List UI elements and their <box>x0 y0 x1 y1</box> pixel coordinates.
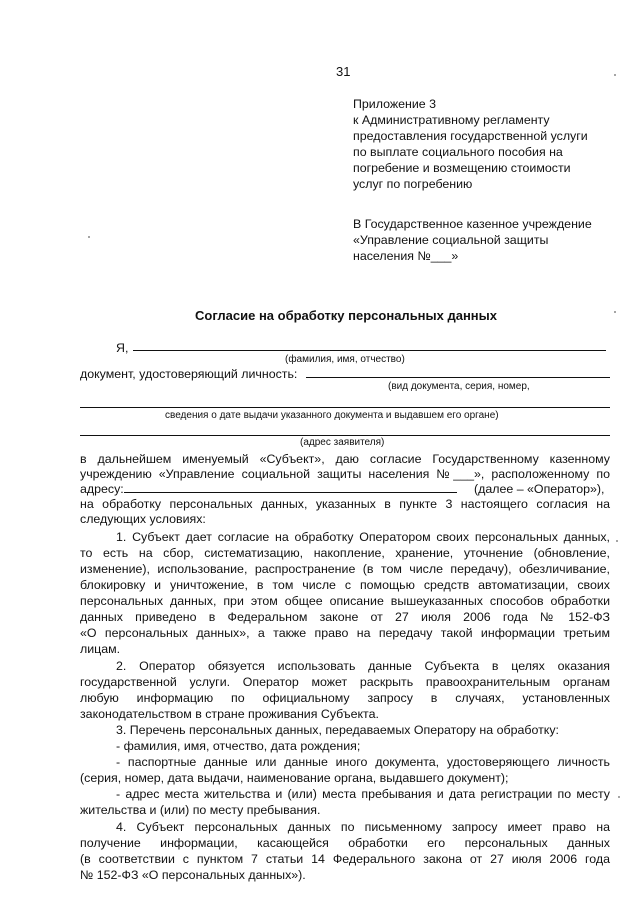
document-title: Согласие на обработку персональных данных <box>194 308 497 323</box>
appendix-line: по выплате социального пособия на <box>353 145 563 159</box>
doc-field[interactable] <box>306 377 610 378</box>
ya-label: Я, <box>116 341 129 355</box>
addressee-line: «Управление социальной защиты <box>353 233 549 247</box>
p1-line: изменение), использование, распространение (в том числе передачу), обезличивание, <box>80 562 610 576</box>
p1-line: персональных данных, при этом общее описание вышеуказанных способов обработки <box>80 594 610 608</box>
scan-speck <box>614 74 616 76</box>
address-field[interactable] <box>80 435 610 436</box>
p3-line: - адрес места жительства и (или) места пребывания и дата регистрации по месту <box>116 787 610 801</box>
scan-speck <box>616 540 618 542</box>
issue-caption: сведения о дате выдачи указанного документа и выдавшем его органе) <box>165 410 499 421</box>
p1-line: «О персональных данных», а также право на передачу такой информации третьим <box>80 626 610 640</box>
p2-line: государственной услуги. Оператор может раскрыть правоохранительным органам <box>80 675 610 689</box>
p4-line: 4. Субъект персональных данных по письменному запросу имеет право на <box>116 820 610 834</box>
address-suffix: (далее – «Оператор»), <box>474 482 605 496</box>
p4-line: получение информации, касающейся обработки его персональных данных <box>80 836 610 850</box>
p2-line: законодательством в стране проживания Субъекта. <box>80 707 379 721</box>
doc-label: документ, удостоверяющий личность: <box>80 367 298 381</box>
p3-line: жительства и (или) по месту пребывания. <box>80 803 321 817</box>
intro-line: на обработку персональных данных, указанных в пункте 3 настоящего согласия на <box>80 497 610 511</box>
p2-line: любую информацию по официальному запросу в случаях, установленных <box>80 691 610 705</box>
p1-line: блокировку и уничтожение, в том числе с помощью средств автоматизации, своих <box>80 578 610 592</box>
p1-line: 1. Субъект дает согласие на обработку Оператором своих персональных данных, <box>116 530 610 544</box>
scan-speck <box>88 236 90 238</box>
appendix-line: услуг по погребению <box>353 177 473 191</box>
addressee-line: населения №___» <box>353 249 459 263</box>
appendix-line: Приложение 3 <box>353 97 437 111</box>
scan-speck <box>614 311 616 313</box>
appendix-line: погребение и возмещению стоимости <box>353 161 571 175</box>
address-caption: (адрес заявителя) <box>300 437 385 448</box>
p3-line: - фамилия, имя, отчество, дата рождения; <box>116 739 361 753</box>
p4-line: № 152-ФЗ «О персональных данных»). <box>80 868 306 882</box>
intro-line: учреждению «Управление социальной защиты населения №___», расположенному по <box>80 467 610 481</box>
fio-field[interactable] <box>133 350 606 351</box>
doc-caption: (вид документа, серия, номер, <box>388 381 530 392</box>
p3-line: - паспортные данные или данные иного документа, удостоверяющего личность <box>116 755 610 769</box>
intro-line: в дальнейшем именуемый «Субъект», даю согласие Государственному казенному <box>80 452 610 466</box>
p4-line: (в соответствии с пунктом 7 статьи 14 Федерального закона от 27 июля 2006 года <box>80 852 610 866</box>
address-prefix: адресу: <box>80 482 124 496</box>
page-number: 31 <box>336 64 351 79</box>
p1-line: то есть на сбор, систематизацию, накопление, хранение, уточнение (обновление, <box>80 546 610 560</box>
addressee-line: В Государственное казенное учреждение <box>353 217 592 231</box>
p1-line: лицам. <box>80 642 121 656</box>
p2-line: 2. Оператор обязуется использовать данные Субъекта в целях оказания <box>116 659 610 673</box>
appendix-line: к Административному регламенту <box>353 113 550 127</box>
intro-line: следующих условиях: <box>80 512 206 526</box>
p3-line: (серия, номер, дата выдачи, наименование органа, выдавшего документ); <box>80 771 509 785</box>
appendix-line: предоставления государственной услуги <box>353 129 588 143</box>
issue-field[interactable] <box>80 407 610 408</box>
scan-speck <box>618 796 620 798</box>
p1-line: данных приведено в Федеральном законе от 27 июля 2006 года № 152-ФЗ <box>80 610 610 624</box>
p3-line: 3. Перечень персональных данных, передаваемых Оператору на обработку: <box>116 723 559 737</box>
fio-caption: (фамилия, имя, отчество) <box>285 354 405 365</box>
operator-address-field[interactable] <box>124 492 457 493</box>
